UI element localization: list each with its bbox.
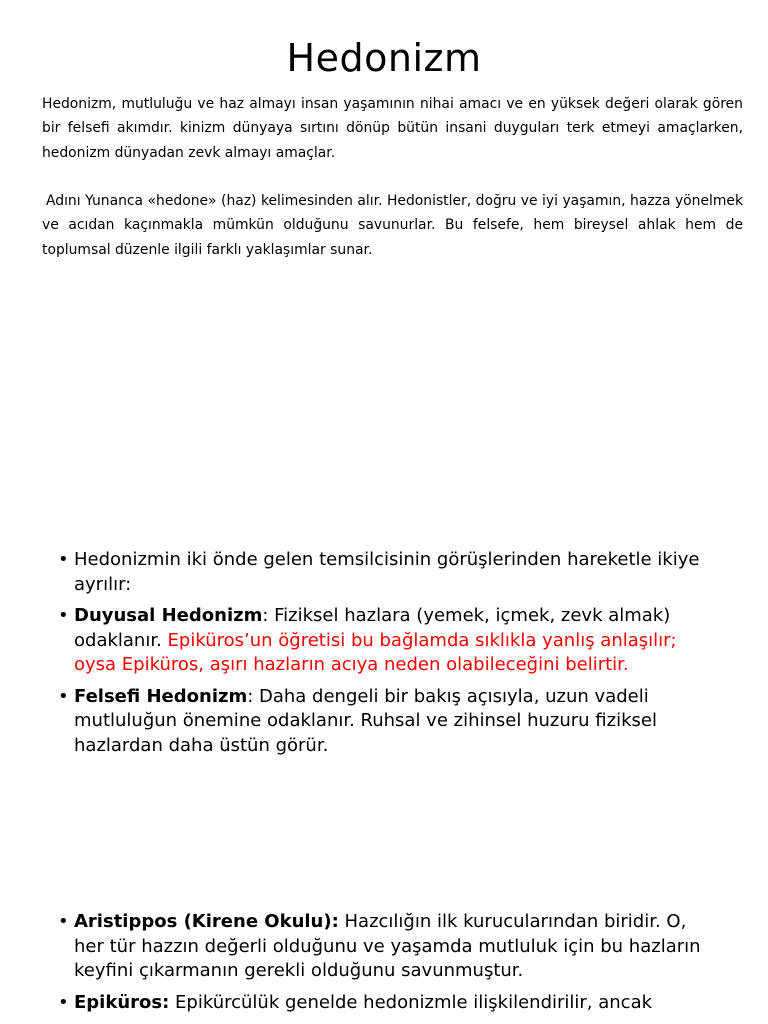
item-text: Hazcılığın ilk kurucularından biridir. O, her tür hazzın değerli olduğunu ve yaşamda mutluluk için bu hazların keyfini çıkarmanın gerekli olduğunu savunmuştur. [74, 911, 701, 981]
bullet-icon: • [58, 605, 69, 626]
bullet-icon: • [58, 991, 69, 1013]
item-term: Epiküros: [74, 991, 170, 1013]
item-text: Epikürcülük genelde hedonizmle ilişkilendirilir, ancak [169, 991, 653, 1013]
page-title: Hedonizm [286, 36, 482, 80]
list-item [58, 604, 718, 678]
item-highlight: Epiküros’un öğretisi bu bağlamda sıklıkla yanlış anlaşılır; oysa Epiküros, aşırı hazların acıya neden olabileceğini belirtir. [74, 629, 677, 675]
types-list [58, 548, 718, 765]
representatives-list [58, 910, 718, 1022]
bullet-icon: • [58, 549, 69, 570]
list-item [58, 991, 718, 1016]
item-text: : Fiziksel hazlara (yemek, içmek, zevk almak) odaklanır. [74, 605, 671, 651]
item-text: : Daha dengeli bir bakış açısıyla, uzun vadeli mutluluğun önemine odaklanır. Ruhsal ve zihinsel huzuru fiziksel hazlardan daha üstün görür. [74, 685, 657, 756]
slide-hedonizm-types [0, 540, 768, 1024]
item-term: Duyusal Hedonizm [74, 605, 263, 626]
intro-paragraph: Hedonizm, mutluluğu ve haz almayı insan yaşamının nihai amacı ve en yüksek değeri olarak gören bir felsefi akımdır. kinizm dünyaya sırtını dönüp bütün insani duyguları terk etmeyi amaçlarken, hedonizm dünyadan zevk almayı amaçlar. [42, 96, 743, 161]
bullet-icon: • [58, 685, 69, 707]
bullet-icon: • [58, 911, 69, 932]
etymology-paragraph: Adını Yunanca «hedone» (haz) kelimesinden alır. Hedonistler, doğru ve iyi yaşamın, hazza yönelmek ve acıdan kaçınmakla mümkün olduğunu savunurlar. Bu felsefe, hem bireysel ahlak hem de toplumsal düzenle ilgili farklı yaklaşımlar sunar. [42, 193, 743, 258]
list-item [58, 548, 718, 597]
list-item [58, 910, 718, 984]
item-text: Hedonizmin iki önde gelen temsilcisinin görüşlerinden hareketle ikiye ayrılır: [74, 549, 700, 595]
list-item [58, 685, 718, 759]
item-term: Aristippos (Kirene Okulu): [74, 911, 339, 932]
item-term: Felsefi Hedonizm [74, 685, 248, 707]
